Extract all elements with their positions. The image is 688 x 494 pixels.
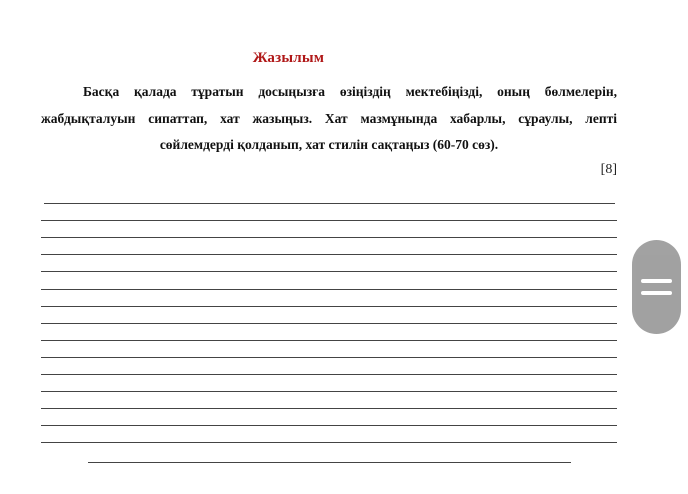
answer-line: [41, 391, 617, 392]
answer-line: [41, 237, 617, 238]
answer-line: [41, 340, 617, 341]
answer-line: [41, 323, 617, 324]
answer-line: [41, 442, 617, 443]
hamburger-drag-icon: [641, 279, 672, 283]
answer-line: [41, 289, 617, 290]
answer-line: [41, 306, 617, 307]
score-marks: [8]: [600, 162, 617, 177]
answer-line: [41, 220, 617, 221]
drag-handle-button[interactable]: [632, 240, 681, 334]
hamburger-drag-icon: [641, 291, 672, 295]
task-line-1: Басқа қалада тұратын досыңызға өзіңіздің мектебіңізді, оның бөлмелерін,: [83, 84, 617, 99]
task-line-2: жабдықталуын сипаттап, хат жазыңыз. Хат мазмұнында хабарлы, сұраулы, лепті: [41, 110, 617, 126]
answer-line: [41, 357, 617, 358]
answer-line: [41, 271, 617, 272]
answer-line: [41, 425, 617, 426]
task-instructions: [41, 79, 617, 159]
answer-line: [44, 203, 615, 204]
task-line-3: сөйлемдерді қолданып, хат стилін сақтаңыз (60-70 сөз).: [159, 137, 499, 152]
answer-line: [41, 408, 617, 409]
section-title: Жазылым: [252, 50, 325, 66]
answer-line: [88, 462, 571, 463]
answer-line: [41, 254, 617, 255]
answer-line: [41, 374, 617, 375]
